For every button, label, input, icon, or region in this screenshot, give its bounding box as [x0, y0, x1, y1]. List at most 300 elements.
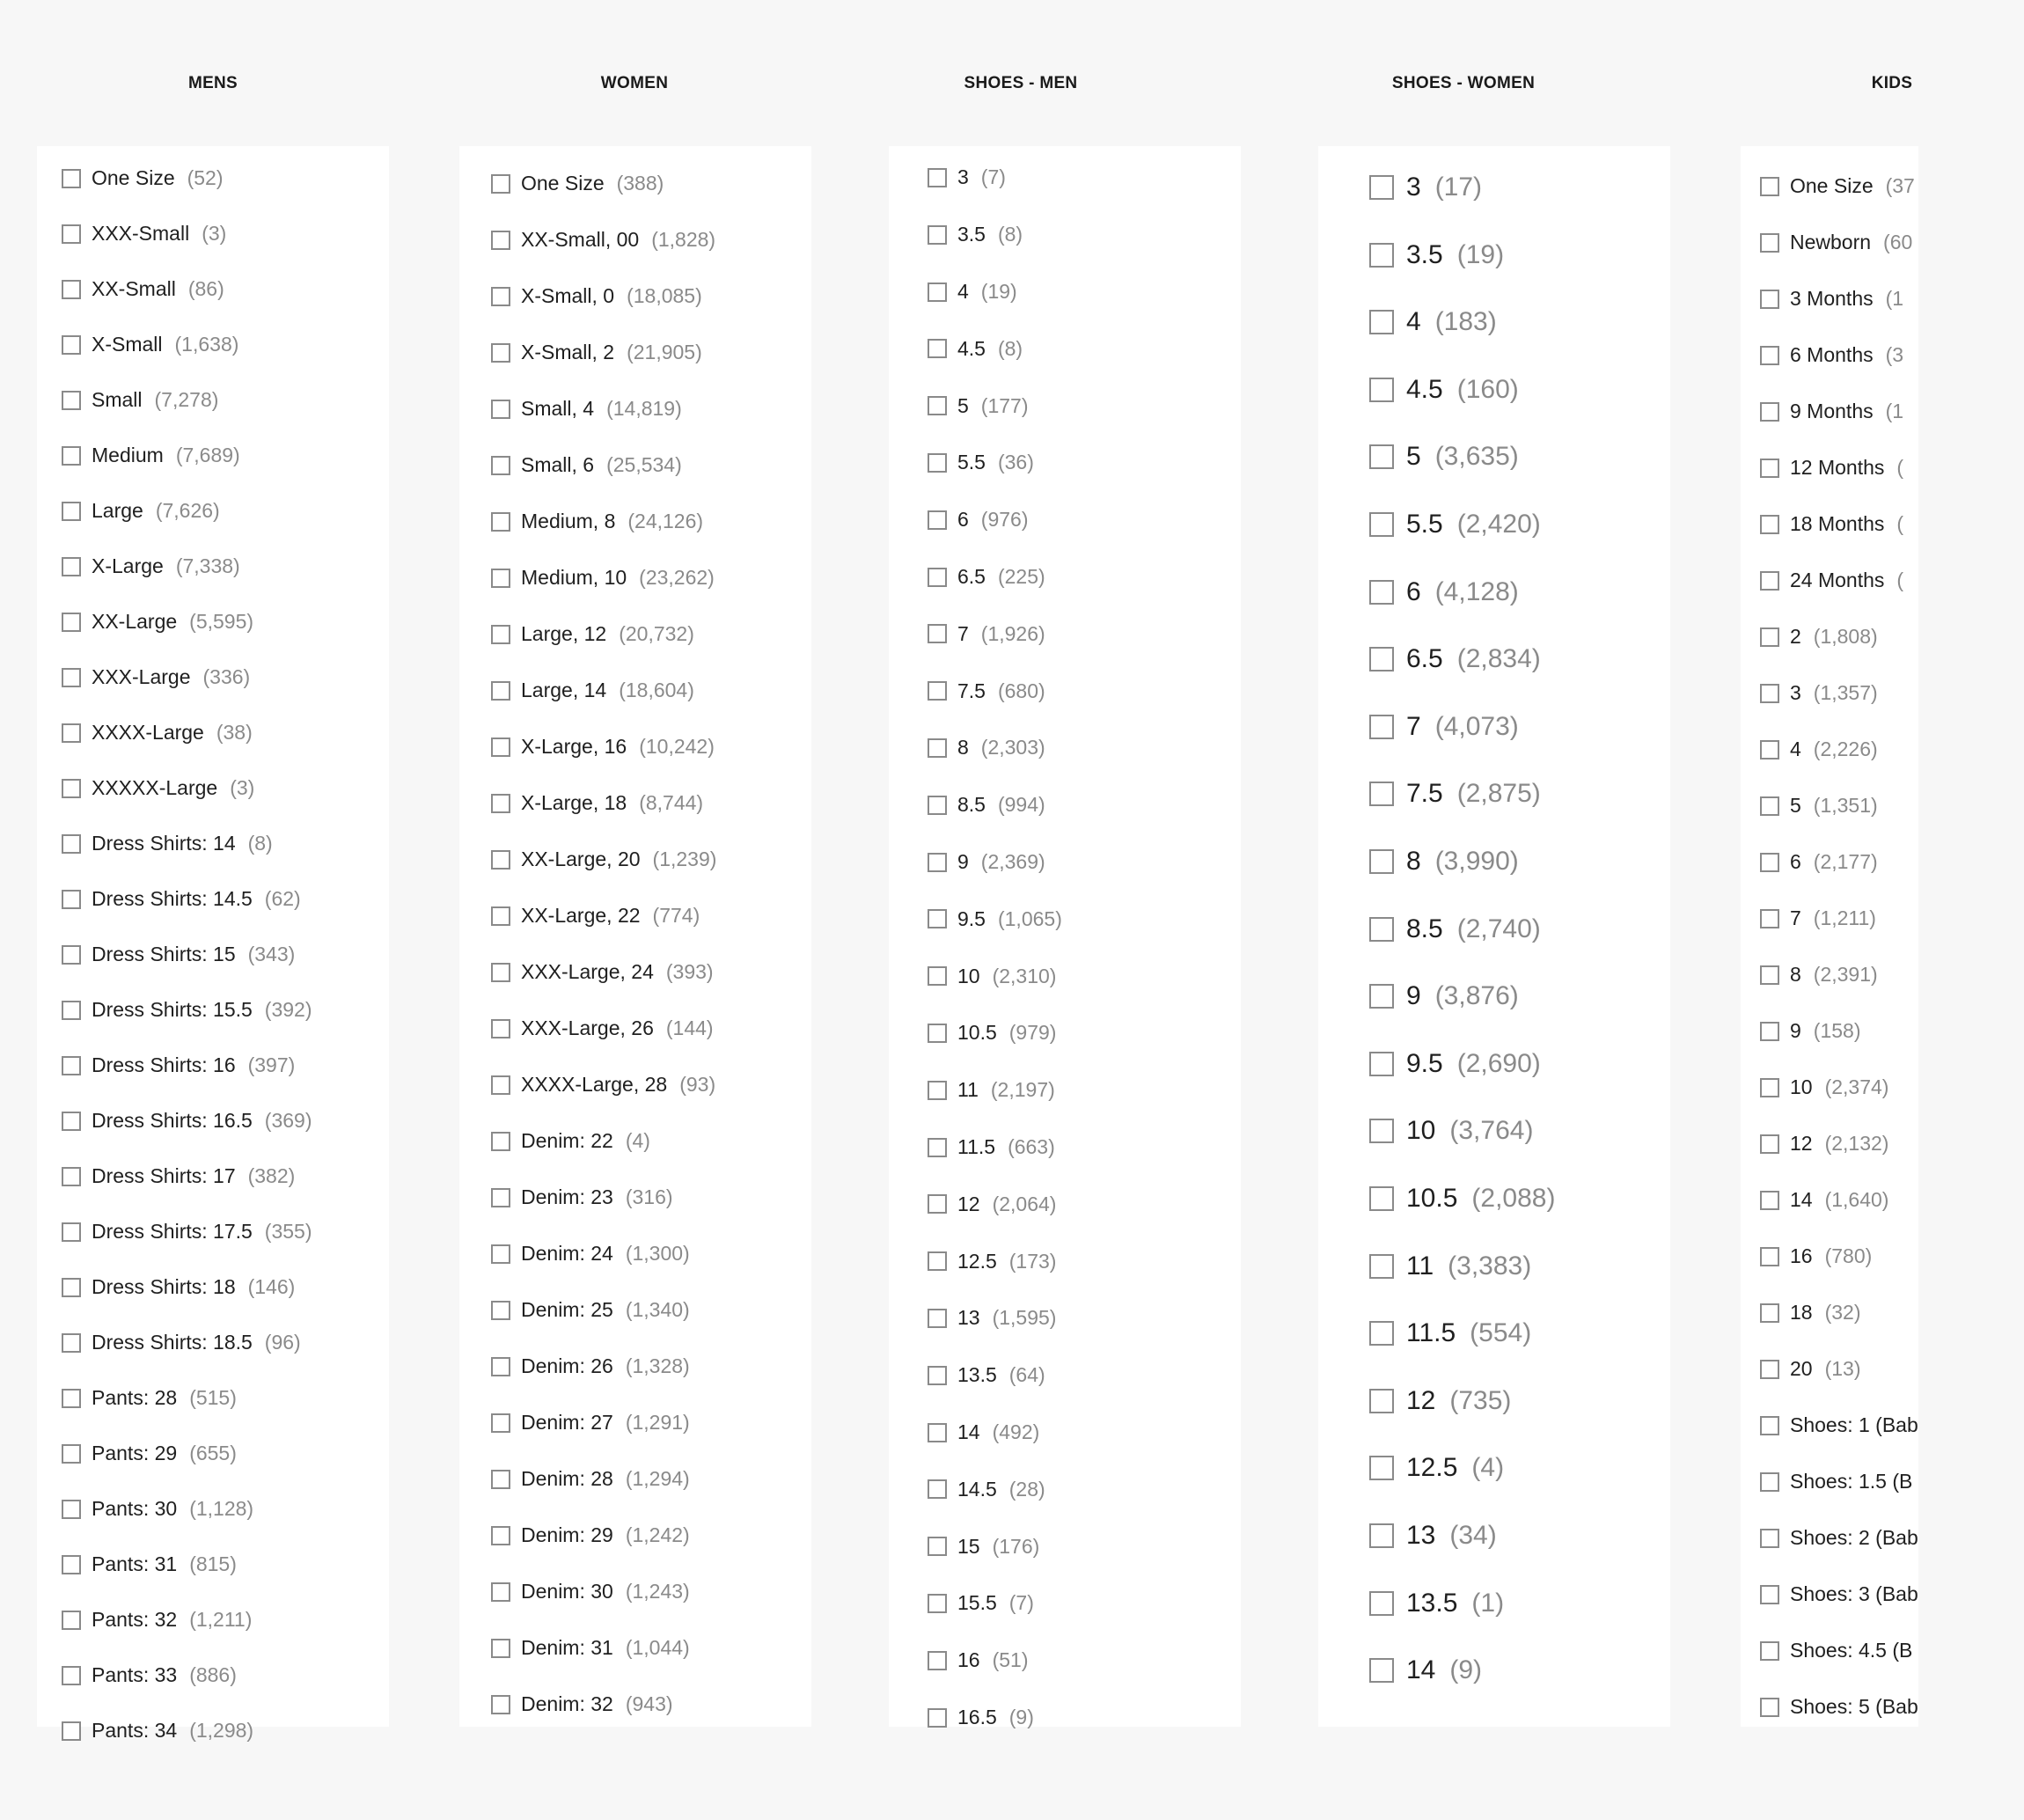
filter-option[interactable]	[491, 958, 714, 987]
filter-option[interactable]	[491, 1071, 715, 1099]
checkbox[interactable]	[491, 456, 510, 475]
checkbox[interactable]	[62, 280, 81, 299]
checkbox[interactable]	[1369, 1186, 1394, 1211]
filter-option[interactable]	[928, 962, 1056, 990]
checkbox[interactable]	[1369, 1523, 1394, 1548]
filter-option[interactable]	[491, 395, 682, 423]
checkbox[interactable]	[62, 834, 81, 854]
checkbox[interactable]	[1760, 1641, 1779, 1661]
filter-option[interactable]	[1760, 1412, 1931, 1440]
filter-option[interactable]	[928, 1190, 1056, 1218]
checkbox[interactable]	[1369, 580, 1394, 605]
option-count: (2,690)	[1456, 1048, 1541, 1078]
checkbox[interactable]	[62, 1112, 81, 1131]
checkbox[interactable]	[491, 738, 510, 757]
checkbox[interactable]	[1760, 233, 1779, 253]
checkbox[interactable]	[928, 168, 947, 187]
checkbox[interactable]	[62, 1389, 81, 1408]
checkbox[interactable]	[491, 1244, 510, 1264]
checkbox[interactable]	[1760, 796, 1779, 816]
filter-option[interactable]	[1760, 679, 1878, 708]
checkbox[interactable]	[1760, 1416, 1779, 1435]
filter-option[interactable]	[62, 442, 240, 470]
checkbox[interactable]	[928, 510, 947, 530]
filter-option[interactable]	[491, 1522, 690, 1550]
filter-option[interactable]	[928, 1647, 1029, 1675]
checkbox[interactable]	[928, 966, 947, 986]
option-count: (1	[1885, 287, 1904, 311]
checkbox[interactable]	[62, 1167, 81, 1186]
checkbox[interactable]	[928, 1594, 947, 1613]
checkbox[interactable]	[1369, 1052, 1394, 1076]
filter-option[interactable]	[1369, 843, 1519, 880]
filter-option[interactable]	[1369, 1652, 1482, 1689]
filter-option[interactable]	[1369, 1315, 1531, 1352]
filter-option[interactable]	[1369, 1449, 1504, 1486]
column-header-shoes-men: SHOES - MEN	[964, 74, 1078, 92]
checkbox[interactable]	[491, 1582, 510, 1602]
filter-option[interactable]	[491, 1465, 690, 1493]
filter-option[interactable]	[1760, 1355, 1861, 1383]
filter-option[interactable]	[62, 386, 218, 415]
filter-option[interactable]	[1760, 1186, 1888, 1215]
checkbox[interactable]	[491, 681, 510, 701]
filter-option[interactable]	[1369, 641, 1541, 678]
filter-option[interactable]	[928, 677, 1045, 705]
filter-option[interactable]	[928, 278, 1017, 306]
checkbox[interactable]	[928, 681, 947, 701]
checkbox[interactable]	[62, 224, 81, 244]
checkbox[interactable]	[491, 1413, 510, 1433]
filter-option[interactable]	[1760, 736, 1878, 764]
filter-option[interactable]	[1369, 237, 1504, 274]
option-count: (316)	[625, 1185, 673, 1209]
checkbox[interactable]	[928, 1366, 947, 1385]
filter-option[interactable]	[928, 1532, 1039, 1560]
checkbox[interactable]	[928, 909, 947, 928]
filter-option[interactable]	[1760, 1468, 1925, 1496]
filter-option[interactable]	[1369, 574, 1519, 611]
option-label: One Size	[92, 166, 175, 190]
checkbox[interactable]	[62, 1500, 81, 1519]
filter-option[interactable]	[491, 1353, 690, 1381]
option-label: 7	[957, 621, 969, 645]
checkbox[interactable]	[62, 335, 81, 355]
filter-option[interactable]	[1369, 708, 1519, 745]
checkbox[interactable]	[928, 1251, 947, 1271]
checkbox[interactable]	[491, 906, 510, 926]
filter-option[interactable]	[1760, 1637, 1925, 1665]
filter-option[interactable]	[62, 941, 295, 969]
checkbox[interactable]	[1760, 1529, 1779, 1548]
checkbox[interactable]	[928, 1423, 947, 1442]
checkbox[interactable]	[1369, 1119, 1394, 1143]
filter-option[interactable]	[62, 1163, 295, 1191]
filter-option[interactable]	[1760, 1693, 1931, 1721]
checkbox[interactable]	[491, 1526, 510, 1545]
filter-option[interactable]	[62, 553, 240, 581]
checkbox[interactable]	[928, 624, 947, 643]
option-label: Dress Shirts: 16	[92, 1053, 236, 1077]
checkbox[interactable]	[62, 1056, 81, 1075]
checkbox[interactable]	[1369, 512, 1394, 537]
checkbox[interactable]	[491, 569, 510, 588]
filter-option[interactable]	[928, 791, 1045, 819]
checkbox[interactable]	[928, 1537, 947, 1556]
checkbox[interactable]	[928, 339, 947, 358]
checkbox[interactable]	[491, 400, 510, 419]
filter-option[interactable]	[491, 1240, 690, 1268]
filter-option[interactable]	[491, 1015, 714, 1043]
filter-option[interactable]	[491, 226, 715, 254]
filter-option[interactable]	[62, 830, 273, 858]
filter-option[interactable]	[491, 789, 703, 818]
option-count: (680)	[997, 679, 1045, 702]
option-label: Shoes: 4.5 (B	[1790, 1639, 1913, 1662]
filter-option[interactable]	[1760, 172, 1915, 201]
filter-option[interactable]	[1760, 1243, 1872, 1271]
filter-option[interactable]	[62, 996, 312, 1024]
checkbox[interactable]	[928, 1081, 947, 1100]
checkbox[interactable]	[62, 779, 81, 798]
filter-option[interactable]	[62, 1273, 295, 1302]
checkbox[interactable]	[62, 502, 81, 521]
checkbox[interactable]	[928, 225, 947, 245]
option-count: (	[1896, 456, 1904, 480]
checkbox[interactable]	[928, 1309, 947, 1328]
filter-option[interactable]	[491, 451, 682, 480]
filter-option[interactable]	[1369, 1046, 1541, 1082]
checkbox[interactable]	[491, 794, 510, 813]
filter-option[interactable]	[1760, 961, 1878, 989]
filter-option[interactable]	[62, 1107, 312, 1135]
checkbox[interactable]	[1760, 1191, 1779, 1210]
checkbox[interactable]	[1760, 853, 1779, 872]
checkbox[interactable]	[62, 557, 81, 576]
filter-option[interactable]	[62, 1329, 301, 1357]
checkbox[interactable]	[491, 512, 510, 532]
checkbox[interactable]	[1369, 1658, 1394, 1683]
filter-option[interactable]	[491, 1409, 690, 1437]
filter-option[interactable]	[491, 1184, 673, 1212]
filter-option[interactable]	[62, 1606, 252, 1634]
filter-option[interactable]	[1369, 1517, 1497, 1554]
checkbox[interactable]	[1760, 965, 1779, 985]
filter-option[interactable]	[1760, 1524, 1931, 1552]
filter-option[interactable]	[62, 1440, 237, 1468]
option-count: (979)	[1008, 1021, 1057, 1045]
checkbox[interactable]	[1369, 1389, 1394, 1413]
option-count: (3)	[202, 222, 227, 246]
checkbox[interactable]	[1369, 1321, 1394, 1346]
checkbox[interactable]	[1760, 909, 1779, 928]
filter-option[interactable]	[1760, 848, 1878, 877]
filter-option[interactable]	[491, 1127, 650, 1156]
filter-option[interactable]	[1760, 1299, 1861, 1327]
filter-option[interactable]	[1369, 438, 1519, 475]
option-count: (158)	[1813, 1019, 1861, 1043]
filter-option[interactable]	[1760, 792, 1878, 820]
filter-option[interactable]	[928, 1134, 1055, 1162]
checkbox[interactable]	[928, 453, 947, 473]
checkbox[interactable]	[1760, 1078, 1779, 1097]
filter-option[interactable]	[62, 719, 253, 747]
filter-option[interactable]	[491, 1296, 690, 1325]
filter-option[interactable]	[1369, 775, 1541, 812]
filter-option[interactable]	[62, 1218, 312, 1246]
checkbox[interactable]	[491, 174, 510, 194]
checkbox[interactable]	[928, 1708, 947, 1728]
checkbox[interactable]	[1760, 1698, 1779, 1717]
filter-option[interactable]	[1369, 1585, 1504, 1622]
filter-option[interactable]	[491, 620, 694, 649]
checkbox[interactable]	[62, 1721, 81, 1741]
filter-option[interactable]	[928, 905, 1062, 933]
checkbox[interactable]	[62, 1278, 81, 1297]
filter-option[interactable]	[491, 677, 694, 705]
filter-option[interactable]	[928, 620, 1045, 648]
checkbox[interactable]	[1369, 917, 1394, 942]
filter-option[interactable]	[62, 1384, 237, 1413]
filter-option[interactable]	[928, 563, 1045, 591]
filter-option[interactable]	[62, 1717, 253, 1745]
filter-option[interactable]	[928, 334, 1023, 363]
checkbox[interactable]	[1369, 243, 1394, 268]
checkbox[interactable]	[1760, 1585, 1779, 1604]
filter-option[interactable]	[928, 1247, 1056, 1275]
option-label: 13.5	[957, 1363, 997, 1387]
filter-option[interactable]	[928, 449, 1034, 477]
option-label: 2	[1790, 625, 1801, 649]
checkbox[interactable]	[928, 738, 947, 758]
filter-option[interactable]	[62, 1662, 237, 1690]
option-label: 6	[1790, 850, 1801, 874]
checkbox[interactable]	[491, 1075, 510, 1095]
filter-option[interactable]	[1369, 1383, 1511, 1420]
checkbox[interactable]	[62, 1222, 81, 1242]
filter-option[interactable]	[928, 1704, 1034, 1732]
checkbox[interactable]	[1369, 1254, 1394, 1279]
checkbox[interactable]	[1369, 1456, 1394, 1480]
checkbox[interactable]	[491, 625, 510, 644]
checkbox[interactable]	[928, 796, 947, 815]
filter-option[interactable]	[491, 1634, 690, 1662]
option-label: 12.5	[1406, 1453, 1458, 1483]
filter-option[interactable]	[928, 1589, 1034, 1618]
checkbox[interactable]	[1369, 175, 1394, 200]
checkbox[interactable]	[1369, 984, 1394, 1009]
filter-option[interactable]	[491, 1578, 690, 1606]
filter-option[interactable]	[62, 1495, 253, 1523]
checkbox[interactable]	[1369, 782, 1394, 806]
checkbox[interactable]	[1760, 459, 1779, 478]
filter-option[interactable]	[1760, 341, 1903, 370]
option-label: XXXXX-Large	[92, 776, 218, 800]
checkbox[interactable]	[62, 1666, 81, 1685]
checkbox[interactable]	[1760, 1134, 1779, 1154]
filter-option[interactable]	[1760, 510, 1903, 539]
checkbox[interactable]	[928, 853, 947, 872]
filter-option[interactable]	[1760, 905, 1876, 933]
checkbox[interactable]	[1760, 740, 1779, 760]
filter-option[interactable]	[1369, 506, 1541, 543]
filter-option[interactable]	[928, 734, 1045, 762]
checkbox[interactable]	[491, 287, 510, 306]
checkbox[interactable]	[491, 1470, 510, 1489]
checkbox[interactable]	[491, 1301, 510, 1320]
option-count: (36)	[997, 451, 1034, 474]
checkbox[interactable]	[1760, 177, 1779, 196]
option-count: (28)	[1008, 1477, 1045, 1501]
checkbox[interactable]	[1760, 290, 1779, 309]
column-header-kids: KIDS	[1871, 74, 1913, 92]
filter-option[interactable]	[491, 1691, 673, 1719]
filter-option[interactable]	[1760, 1017, 1861, 1046]
checkbox[interactable]	[928, 1479, 947, 1499]
filter-option[interactable]	[62, 608, 253, 636]
filter-option[interactable]	[928, 221, 1023, 249]
checkbox[interactable]	[1760, 684, 1779, 703]
checkbox[interactable]	[1760, 1022, 1779, 1041]
checkbox[interactable]	[491, 1357, 510, 1376]
filter-option[interactable]	[62, 664, 250, 692]
filter-option[interactable]	[1369, 978, 1519, 1015]
filter-option[interactable]	[1369, 169, 1482, 206]
checkbox[interactable]	[491, 343, 510, 363]
filter-option[interactable]	[928, 1076, 1055, 1104]
filter-option[interactable]	[1760, 623, 1878, 651]
checkbox[interactable]	[1760, 1303, 1779, 1323]
checkbox[interactable]	[928, 1138, 947, 1157]
checkbox[interactable]	[62, 1555, 81, 1574]
filter-option[interactable]	[62, 331, 238, 359]
filter-option[interactable]	[928, 392, 1029, 420]
filter-option[interactable]	[1760, 567, 1903, 595]
checkbox[interactable]	[491, 963, 510, 982]
option-label: Medium, 8	[521, 510, 616, 533]
checkbox[interactable]	[1760, 1472, 1779, 1492]
checkbox[interactable]	[491, 1019, 510, 1038]
filter-option[interactable]	[62, 165, 224, 193]
filter-option[interactable]	[928, 1304, 1056, 1332]
option-count: (7,338)	[175, 554, 240, 578]
filter-option[interactable]	[1369, 304, 1497, 341]
checkbox[interactable]	[62, 446, 81, 466]
checkbox[interactable]	[62, 1611, 81, 1630]
checkbox[interactable]	[1760, 1247, 1779, 1266]
option-count: (2,132)	[1824, 1132, 1889, 1156]
filter-option[interactable]	[1760, 1130, 1888, 1158]
option-label: 5.5	[1406, 510, 1443, 539]
checkbox[interactable]	[1369, 715, 1394, 739]
filter-option[interactable]	[1369, 911, 1541, 948]
checkbox[interactable]	[62, 945, 81, 965]
option-count: (173)	[1008, 1249, 1057, 1273]
filter-option[interactable]	[62, 275, 224, 304]
checkbox[interactable]	[928, 568, 947, 587]
checkbox[interactable]	[491, 1132, 510, 1151]
filter-option[interactable]	[1369, 1112, 1533, 1149]
checkbox[interactable]	[1369, 1591, 1394, 1616]
filter-option[interactable]	[1369, 371, 1519, 408]
checkbox[interactable]	[62, 1333, 81, 1353]
filter-option[interactable]	[491, 508, 703, 536]
filter-option[interactable]	[62, 1551, 237, 1579]
filter-option[interactable]	[62, 774, 254, 803]
checkbox[interactable]	[491, 1695, 510, 1714]
filter-option[interactable]	[928, 1019, 1056, 1047]
filter-option[interactable]	[62, 497, 220, 525]
filter-option[interactable]	[62, 885, 301, 914]
checkbox[interactable]	[62, 391, 81, 410]
filter-option[interactable]	[928, 1361, 1045, 1390]
checkbox[interactable]	[491, 231, 510, 250]
checkbox[interactable]	[1369, 378, 1394, 402]
filter-option[interactable]	[1760, 285, 1903, 313]
checkbox[interactable]	[62, 668, 81, 687]
filter-option[interactable]	[62, 1052, 295, 1080]
filter-option[interactable]	[928, 1475, 1045, 1503]
checkbox[interactable]	[928, 1194, 947, 1214]
checkbox[interactable]	[62, 613, 81, 632]
filter-option[interactable]	[928, 1419, 1039, 1447]
filter-option[interactable]	[928, 506, 1029, 534]
checkbox[interactable]	[928, 283, 947, 302]
checkbox[interactable]	[1760, 627, 1779, 647]
checkbox[interactable]	[491, 1188, 510, 1207]
checkbox[interactable]	[491, 850, 510, 870]
checkbox[interactable]	[491, 1639, 510, 1658]
checkbox[interactable]	[1369, 647, 1394, 671]
checkbox[interactable]	[62, 1444, 81, 1464]
checkbox[interactable]	[1369, 310, 1394, 334]
checkbox[interactable]	[1760, 571, 1779, 591]
checkbox[interactable]	[928, 396, 947, 415]
checkbox[interactable]	[62, 723, 81, 743]
filter-option[interactable]	[62, 220, 226, 248]
filter-option[interactable]	[491, 846, 716, 874]
filter-option[interactable]	[491, 339, 702, 367]
checkbox[interactable]	[1760, 402, 1779, 422]
checkbox[interactable]	[1369, 849, 1394, 874]
filter-option[interactable]	[1760, 1581, 1931, 1609]
filter-option[interactable]	[1760, 229, 1912, 257]
filter-option[interactable]	[491, 564, 715, 592]
checkbox[interactable]	[1369, 444, 1394, 469]
filter-option[interactable]	[928, 848, 1045, 877]
filter-panel-shoes-women	[1318, 146, 1670, 1727]
checkbox[interactable]	[62, 1001, 81, 1020]
filter-option[interactable]	[491, 170, 664, 198]
filter-option[interactable]	[1369, 1180, 1555, 1217]
checkbox[interactable]	[1760, 515, 1779, 534]
filter-option[interactable]	[1760, 1074, 1888, 1102]
checkbox[interactable]	[928, 1651, 947, 1670]
filter-option[interactable]	[1760, 454, 1903, 482]
checkbox[interactable]	[1760, 346, 1779, 365]
checkbox[interactable]	[62, 169, 81, 188]
filter-option[interactable]	[1369, 1248, 1531, 1285]
filter-option[interactable]	[1760, 398, 1903, 426]
filter-option[interactable]	[491, 902, 700, 930]
filter-option[interactable]	[491, 733, 715, 761]
checkbox[interactable]	[1760, 1360, 1779, 1379]
checkbox[interactable]	[928, 1024, 947, 1043]
option-count: (1,357)	[1813, 681, 1878, 705]
filter-option[interactable]	[491, 283, 702, 311]
filter-option[interactable]	[928, 164, 1006, 192]
checkbox[interactable]	[62, 890, 81, 909]
